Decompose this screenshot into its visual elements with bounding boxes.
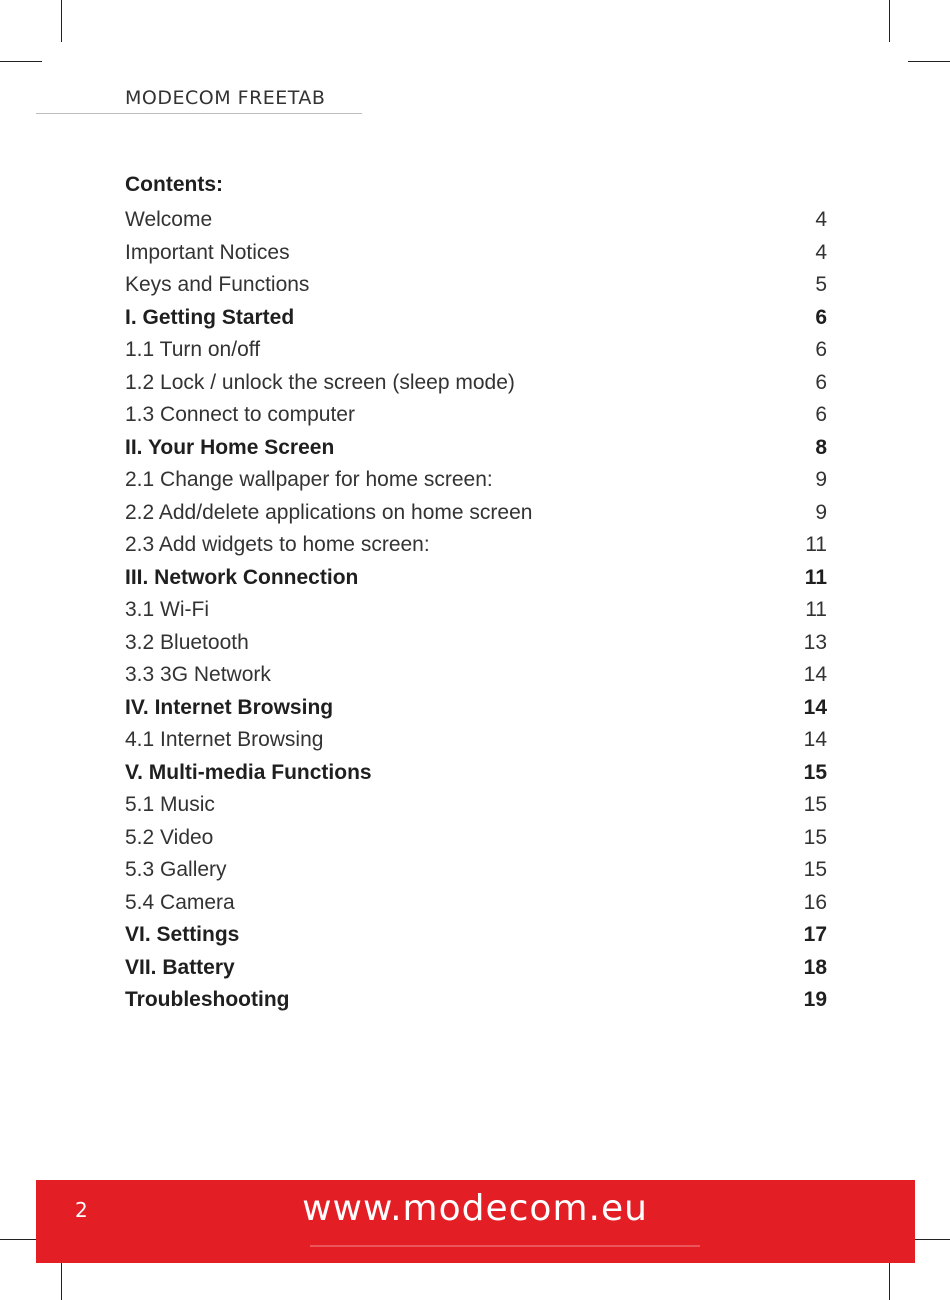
toc-entry-title: Troubleshooting [125, 988, 290, 1012]
toc-entry-title: 1.2 Lock / unlock the screen (sleep mode) [125, 370, 515, 394]
toc-entry-page: 5 [815, 273, 827, 297]
toc-entry-page: 14 [803, 663, 827, 687]
toc-entry[interactable] [125, 919, 827, 952]
toc-entry[interactable] [125, 757, 827, 790]
toc-entry-title: I. Getting Started [125, 305, 295, 329]
toc-entry-page: 9 [815, 500, 827, 524]
toc-entry[interactable] [125, 204, 827, 237]
toc-entry[interactable] [125, 497, 827, 530]
toc-entry-title: 5.4 Camera [125, 890, 235, 914]
toc-entry[interactable] [125, 269, 827, 302]
toc-entry[interactable] [125, 724, 827, 757]
toc-entry-title: 5.1 Music [125, 793, 215, 817]
toc-entry[interactable] [125, 529, 827, 562]
toc-entry-title: 5.2 Video [125, 825, 214, 849]
toc-entry[interactable] [125, 399, 827, 432]
toc-entry-title: IV. Internet Browsing [125, 695, 334, 719]
crop-mark [61, 1257, 62, 1300]
toc-entry[interactable] [125, 822, 827, 855]
toc-entry-page: 8 [815, 435, 827, 459]
toc-entry[interactable] [125, 952, 827, 985]
toc-entry[interactable] [125, 367, 827, 400]
toc-entry-title: 2.3 Add widgets to home screen: [125, 533, 430, 557]
toc-entry-title: 5.3 Gallery [125, 858, 227, 882]
toc-entry-page: 6 [815, 403, 827, 427]
toc-entry-page: 15 [803, 858, 827, 882]
toc-entry[interactable] [125, 887, 827, 920]
toc-entry-title: II. Your Home Screen [125, 435, 335, 459]
toc-entry-title: VI. Settings [125, 923, 240, 947]
toc-entry-title: V. Multi-media Functions [125, 760, 372, 784]
footer-highlight [310, 1245, 700, 1247]
toc-entry[interactable] [125, 659, 827, 692]
toc-entry-title: 4.1 Internet Browsing [125, 728, 324, 752]
toc-entry-page: 9 [815, 468, 827, 492]
toc-entry[interactable] [125, 237, 827, 270]
toc-entry-page: 18 [803, 955, 827, 979]
toc-entry-title: 2.2 Add/delete applications on home screen [125, 500, 533, 524]
toc-entry-page: 6 [815, 305, 827, 329]
toc-entry-title: Welcome [125, 208, 213, 232]
toc-entry-page: 6 [815, 338, 827, 362]
toc-entry-page: 11 [804, 565, 827, 589]
contents-heading: Contents: [125, 173, 223, 196]
toc-entry-page: 15 [803, 793, 827, 817]
toc-entry[interactable] [125, 594, 827, 627]
toc-entry-page: 19 [803, 988, 827, 1012]
toc-entry-title: Important Notices [125, 240, 290, 264]
toc-entry-title: 1.1 Turn on/off [125, 338, 261, 362]
crop-mark [61, 0, 62, 42]
toc-entry[interactable] [125, 302, 827, 335]
toc-entry-page: 17 [803, 923, 827, 947]
header-rule [36, 113, 362, 114]
toc-entry-title: Keys and Functions [125, 273, 310, 297]
crop-mark [0, 61, 42, 62]
toc-entry-page: 6 [815, 370, 827, 394]
toc-entry-page: 15 [803, 760, 827, 784]
toc-entry[interactable] [125, 854, 827, 887]
toc-entry[interactable] [125, 984, 827, 1017]
document-header-title: MODECOM FREETAB [125, 87, 326, 109]
toc-entry-title: 2.1 Change wallpaper for home screen: [125, 468, 493, 492]
table-of-contents [125, 204, 827, 1017]
toc-entry-page: 15 [803, 825, 827, 849]
toc-entry-title: 1.3 Connect to computer [125, 403, 355, 427]
toc-entry[interactable] [125, 789, 827, 822]
toc-entry-title: 3.2 Bluetooth [125, 630, 249, 654]
crop-mark [908, 61, 950, 62]
toc-entry-page: 11 [805, 598, 827, 622]
toc-entry-page: 16 [803, 890, 827, 914]
toc-entry[interactable] [125, 432, 827, 465]
toc-entry-page: 11 [805, 533, 827, 557]
toc-entry-page: 14 [803, 695, 827, 719]
toc-entry-title: 3.1 Wi-Fi [125, 598, 209, 622]
footer-website-url[interactable]: www.modecom.eu [302, 1188, 648, 1229]
toc-entry[interactable] [125, 562, 827, 595]
toc-entry-title: 3.3 3G Network [125, 663, 271, 687]
crop-mark [889, 1257, 890, 1300]
crop-mark [889, 0, 890, 42]
toc-entry[interactable] [125, 464, 827, 497]
toc-entry-page: 13 [803, 630, 827, 654]
toc-entry-title: VII. Battery [125, 955, 235, 979]
toc-entry[interactable] [125, 692, 827, 725]
page-number: 2 [75, 1198, 88, 1222]
toc-entry[interactable] [125, 627, 827, 660]
toc-entry-title: III. Network Connection [125, 565, 359, 589]
toc-entry[interactable] [125, 334, 827, 367]
toc-entry-page: 4 [815, 208, 827, 232]
toc-entry-page: 14 [803, 728, 827, 752]
toc-entry-page: 4 [815, 240, 827, 264]
